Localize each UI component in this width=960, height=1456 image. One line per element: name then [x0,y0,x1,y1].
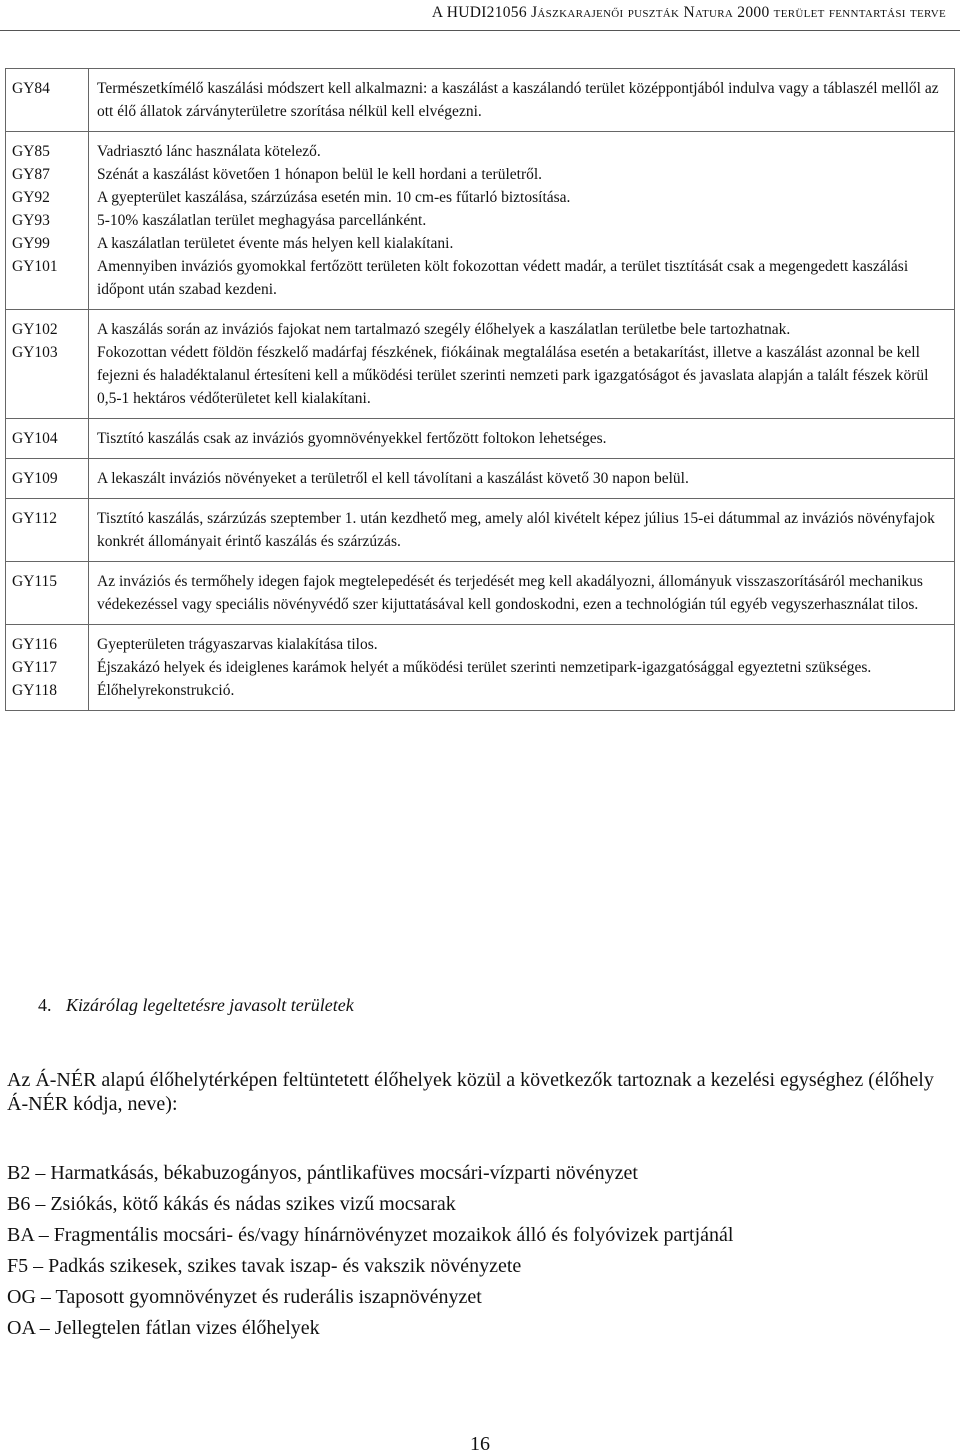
habitat-list [7,1158,947,1344]
rule-text: Tisztító kaszálás, szárzúzás szeptember 1. után kezdhető meg, amely alól kivételt képez július 15-ei dátummal az inváziós növényfajok konkrét állományait érintő kaszálás és szárzúzás. [97,510,935,550]
rule-text: Szénát a kaszálást követően 1 hónapon belül le kell hordani a területről. [97,166,543,183]
rule-text: Gyepterületen trágyaszarvas kialakítása tilos. [97,636,378,653]
rule-text-cell [89,132,955,310]
management-rules-body [6,69,955,711]
code-cell [6,419,89,459]
rule-code: GY102 [12,321,58,338]
table-row [6,69,955,132]
rule-text: Fokozottan védett földön fészkelő madárfaj fészkének, fiókáinak megtalálása esetén a betakarítást, illetve a kaszálást azonnal be kell fejezni és haladéktalanul értesíteni kell a működési terület szerinti nemzeti park igazgatóságot és javaslata alapján a talált fészek körül 0,5-1 hektáros védőterületet kell kialakítani. [97,344,929,407]
rule-text: A kaszálatlan területet évente más helyen kell kialakítani. [97,235,454,252]
page-number: 16 [470,1433,490,1455]
rule-text: A lekaszált inváziós növényeket a területről el kell távolítani a kaszálást követő 30 napon belül. [97,470,689,487]
habitat-item: B6 – Zsiókás, kötő kákás és nádas szikes vizű mocsarak [7,1193,456,1215]
rule-code: GY101 [12,258,58,275]
rule-code: GY115 [12,573,58,590]
rule-code: GY104 [12,430,58,447]
code-cell [6,562,89,625]
rule-code: GY109 [12,470,58,487]
rule-code: GY118 [12,682,58,699]
rule-text-cell [89,625,955,711]
habitat-item: BA – Fragmentális mocsári- és/vagy hínárnövényzet mozaikok álló és folyóvizek partjánál [7,1224,734,1246]
page-header [0,4,960,32]
table-row [6,419,955,459]
habitat-item: OA – Jellegtelen fátlan vizes élőhelyek [7,1317,320,1339]
table-row [6,459,955,499]
code-cell [6,132,89,310]
section-number: 4. [38,995,52,1015]
table-row [6,499,955,562]
rule-code: GY99 [12,235,50,252]
habitat-name: Zsiókás, kötő kákás és nádas szikes vizű mocsarak [50,1193,456,1215]
rule-text: Éjszakázó helyek és ideiglenes karámok helyét a működési terület szerinti nemzetipark-igazgatósággal egyeztetni szükséges. [97,659,872,676]
rule-code: GY93 [12,212,50,229]
code-cell [6,625,89,711]
rule-code: GY112 [12,510,58,527]
habitat-item: B2 – Harmatkásás, békabuzogányos, pántlikafüves mocsári-vízparti növényzet [7,1162,638,1184]
habitat-item: F5 – Padkás szikesek, szikes tavak iszap- és vakszik növényzete [7,1255,522,1277]
rule-code: GY92 [12,189,50,206]
habitat-code: OA [7,1317,35,1339]
header-title: A HUDI21056 Jászkarajenői puszták Natura 2000 terület fenntartási terve [431,4,946,21]
rule-text: 5-10% kaszálatlan terület meghagyása parcellánként. [97,212,427,229]
rule-text: Élőhelyrekonstrukció. [97,682,235,699]
rule-text: A kaszálás során az inváziós fajokat nem tartalmazó szegély élőhelyek a kaszálatlan területbe bele tartozhatnak. [97,321,791,338]
code-cell [6,69,89,132]
rule-code: GY116 [12,636,58,653]
rule-text: Tisztító kaszálás csak az inváziós gyomnövényekkel fertőzött foltokon lehetséges. [97,430,607,447]
table-row [6,310,955,419]
habitat-code: B2 [7,1162,31,1184]
rule-code: GY103 [12,344,58,361]
rule-code: GY85 [12,143,50,160]
header-rule [0,30,960,31]
code-cell [6,499,89,562]
habitat-name: Jellegtelen fátlan vizes élőhelyek [54,1317,320,1339]
rule-text-cell [89,419,955,459]
rule-code: GY84 [12,80,50,97]
habitat-name: Padkás szikesek, szikes tavak iszap- és vakszik növényzete [48,1255,522,1277]
rule-text-cell [89,69,955,132]
rule-code: GY117 [12,659,58,676]
intro-paragraph: Az Á-NÉR alapú élőhelytérképen feltüntetett élőhelyek közül a következők tartoznak a kezelési egységhez (élőhely Á-NÉR kódja, neve): [7,1069,934,1115]
section-heading [38,995,354,1016]
table-row [6,132,955,310]
rule-text: A gyepterület kaszálása, szárzúzása esetén min. 10 cm-es fűtarló biztosítása. [97,189,571,206]
habitat-code: OG [7,1286,36,1308]
habitat-code: B6 [7,1193,31,1215]
section-title: Kizárólag legeltetésre javasolt területek [66,995,354,1015]
habitat-code: BA [7,1224,34,1246]
habitat-name: Taposott gyomnövényzet és ruderális iszapnövényzet [55,1286,482,1308]
habitat-code: F5 [7,1255,29,1277]
rule-text: Természetkímélő kaszálási módszert kell alkalmazni: a kaszálást a kaszálandó terület középpontjából indulva vagy a táblaszél mellől az ott élő állatok zárványterületre szorítása nélkül kell elvégezni. [97,80,939,120]
rule-text: Az inváziós és termőhely idegen fajok megtelepedését és terjedését meg kell akadályozni, állományuk visszaszorításáról mechanikus védekezéssel vagy speciális növényvédő szer kijuttatásával kell gondoskodni, ezen a technológián túl egyéb vegyszerhasználat tilos. [97,573,923,613]
table-row [6,625,955,711]
habitat-item: OG – Taposott gyomnövényzet és ruderális iszapnövényzet [7,1286,482,1308]
management-rules-table [5,68,955,711]
rule-text-cell [89,562,955,625]
habitat-name: Fragmentális mocsári- és/vagy hínárnövényzet mozaikok álló és folyóvizek partjánál [53,1224,734,1246]
rule-text: Vadriasztó lánc használata kötelező. [97,143,321,160]
rule-code: GY87 [12,166,50,183]
code-cell [6,459,89,499]
habitat-name: Harmatkásás, békabuzogányos, pántlikafüves mocsári-vízparti növényzet [50,1162,638,1184]
rule-text: Amennyiben inváziós gyomokkal fertőzött területen költ fokozottan védett madár, a terület tisztítását csak a megengedett kaszálási időpont után szabad kezdeni. [97,258,909,298]
rule-text-cell [89,310,955,419]
rule-text-cell [89,499,955,562]
code-cell [6,310,89,419]
rule-text-cell [89,459,955,499]
table-row [6,562,955,625]
